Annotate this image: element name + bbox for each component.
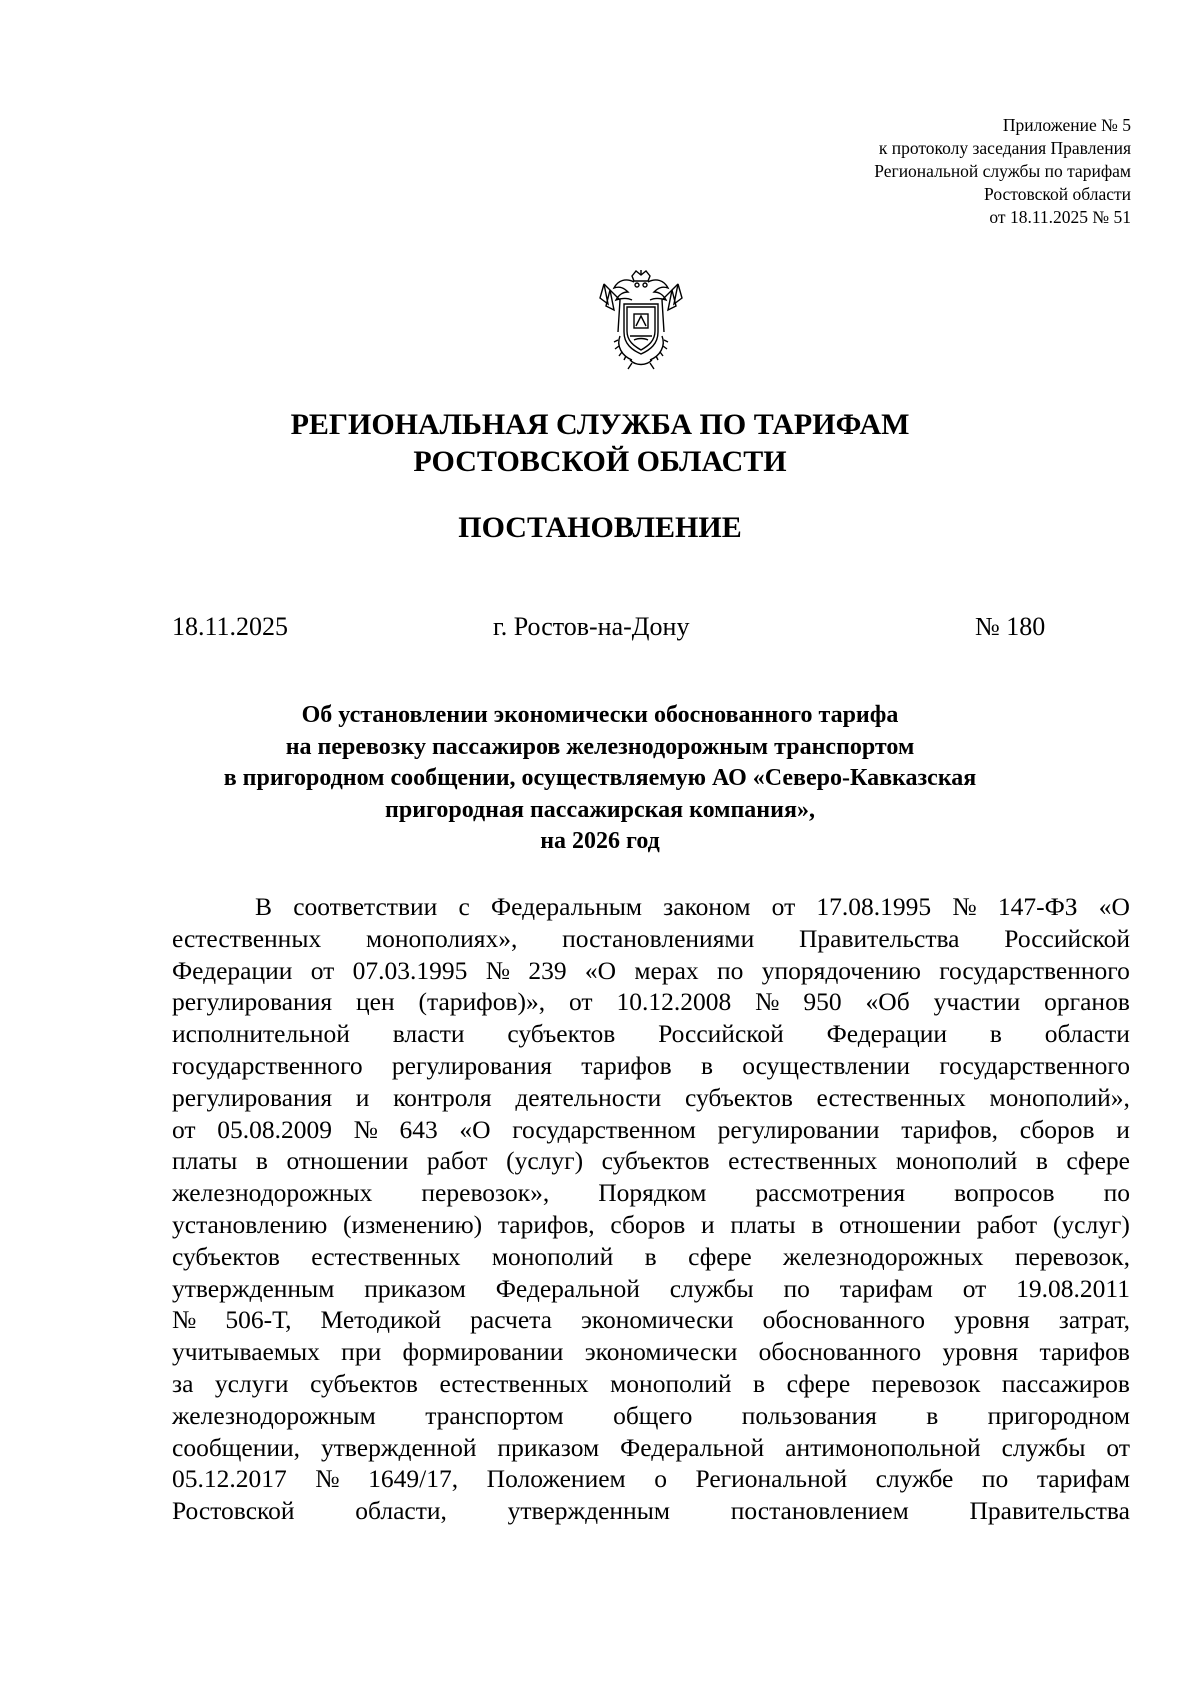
subject-line: в пригородном сообщении, осуществляемую АО «Северо-Кавказская xyxy=(223,765,977,791)
body-word: от xyxy=(1106,1432,1130,1462)
organization-line: РОСТОВСКОЙ ОБЛАСТИ xyxy=(413,445,787,478)
body-word: приказом xyxy=(497,1432,600,1462)
body-word: № xyxy=(172,1305,197,1335)
body-word: рассмотрения xyxy=(755,1178,906,1208)
body-word: государственного xyxy=(939,955,1130,985)
body-word: регулировании xyxy=(717,1114,880,1144)
document-number: № 180 xyxy=(975,612,1046,641)
body-word: отношении xyxy=(286,1146,409,1176)
body-word: № xyxy=(353,1114,378,1144)
body-word: в xyxy=(1035,1146,1048,1176)
body-word: о xyxy=(654,1464,667,1494)
body-word: от xyxy=(172,1114,196,1144)
body-word: антимонопольной xyxy=(785,1432,981,1462)
body-line xyxy=(172,1400,1130,1432)
body-word: области, xyxy=(355,1496,447,1526)
body-word: от xyxy=(569,987,593,1017)
body-word: вопросов xyxy=(954,1178,1055,1208)
body-word: 1649/17, xyxy=(368,1464,459,1494)
body-word: законом xyxy=(663,892,751,921)
body-word: естественных xyxy=(816,1082,966,1112)
body-word: № xyxy=(755,987,780,1017)
body-word: работ xyxy=(426,1146,488,1176)
body-word: 10.12.2008 xyxy=(616,987,732,1017)
body-word: от xyxy=(962,1273,987,1303)
body-word: «О xyxy=(584,955,617,985)
body-word: сборов xyxy=(610,1209,686,1239)
body-word: деятельности xyxy=(515,1082,662,1112)
body-word: тарифам xyxy=(839,1273,933,1303)
body-word: утвержденной xyxy=(321,1432,477,1462)
body-line xyxy=(172,1114,1130,1146)
body-word: (тарифов)», xyxy=(418,987,546,1017)
body-word: субъектов xyxy=(507,1019,616,1049)
body-word: контроля xyxy=(393,1082,492,1112)
body-word: службы xyxy=(1001,1432,1086,1462)
subject-line: на перевозку пассажиров железнодорожным транспортом xyxy=(285,733,915,760)
body-word: формировании xyxy=(402,1337,564,1367)
body-word: железнодорожных xyxy=(172,1178,373,1208)
body-word: пассажиров xyxy=(1001,1368,1130,1398)
body-word: перевозок xyxy=(871,1368,981,1398)
body-word: обоснованного xyxy=(758,1337,922,1367)
body-word: Правительства xyxy=(969,1496,1130,1526)
body-word: В xyxy=(255,892,273,921)
body-word: 17.08.1995 xyxy=(816,892,932,921)
body-word: в xyxy=(753,1368,766,1398)
appendix-line: Ростовской области xyxy=(984,184,1131,204)
appendix-line: Приложение № 5 xyxy=(1002,115,1131,135)
body-word: отношении xyxy=(839,1209,961,1239)
body-word: сфере xyxy=(1066,1146,1130,1176)
body-word: «О xyxy=(459,1114,491,1144)
body-line xyxy=(172,1336,1130,1368)
body-word: транспортом xyxy=(425,1400,564,1430)
body-word: Российской xyxy=(1004,923,1130,953)
body-word: 05.08.2009 xyxy=(217,1114,332,1144)
body-line xyxy=(172,1304,1130,1336)
subject-line: на 2026 год xyxy=(540,828,660,854)
body-word: службе xyxy=(875,1464,954,1494)
body-word: пользования xyxy=(741,1400,877,1430)
document-date: 18.11.2025 xyxy=(172,612,289,641)
body-word: естественных xyxy=(439,1368,589,1398)
body-word: субъектов xyxy=(310,1368,418,1398)
body-word: общего xyxy=(613,1400,693,1430)
body-word: Положением xyxy=(486,1464,626,1494)
body-word: 07.03.1995 xyxy=(352,955,468,985)
body-word: и xyxy=(355,1082,370,1112)
body-word: в xyxy=(811,1209,824,1239)
body-word: от xyxy=(310,955,335,985)
body-word: (услуг) xyxy=(506,1146,584,1176)
body-word: Ростовской xyxy=(172,1496,295,1526)
body-word: приказом xyxy=(364,1273,466,1303)
body-word: Правительства xyxy=(799,923,960,953)
body-word: монополий xyxy=(610,1368,732,1398)
body-word: 147-ФЗ xyxy=(997,892,1078,921)
document-subject xyxy=(0,700,1200,858)
body-word: области xyxy=(1044,1019,1130,1049)
body-paragraph xyxy=(172,891,1130,1527)
body-word: Методикой xyxy=(320,1305,442,1335)
body-word: уровня xyxy=(954,1305,1030,1335)
body-word: регулирования xyxy=(172,1082,333,1112)
body-word: постановлением xyxy=(730,1496,909,1526)
body-word: государственном xyxy=(512,1114,696,1144)
body-word: и xyxy=(1116,1114,1130,1144)
body-word: по xyxy=(716,955,744,985)
subject-line: Об установлении экономически обоснованного тарифа xyxy=(301,702,899,728)
body-word: учитываемых xyxy=(172,1337,320,1367)
appendix-line: к протоколу заседания Правления xyxy=(878,138,1131,158)
body-word: перевозок», xyxy=(421,1178,550,1208)
body-word: в xyxy=(644,1241,657,1271)
body-word: исполнительной xyxy=(172,1019,350,1049)
body-word: тарифов, xyxy=(497,1209,595,1239)
body-word: органов xyxy=(1044,987,1130,1017)
body-word: постановлениями xyxy=(562,923,755,953)
body-word: (услуг) xyxy=(1052,1209,1130,1239)
body-word: при xyxy=(341,1337,382,1367)
body-line xyxy=(172,1018,1130,1050)
body-word: утвержденным xyxy=(172,1273,335,1303)
body-word: по xyxy=(1103,1178,1130,1208)
body-word: затрат, xyxy=(1058,1305,1130,1335)
body-word: № xyxy=(952,892,977,921)
body-word: в xyxy=(926,1400,939,1430)
body-line xyxy=(172,986,1130,1018)
body-word: и xyxy=(700,1209,715,1239)
body-word: платы xyxy=(730,1209,796,1239)
body-word: установлению xyxy=(172,1209,328,1239)
body-word: естественных xyxy=(311,1241,461,1271)
body-word: тарифов xyxy=(1039,1337,1130,1367)
body-word: тарифам xyxy=(1036,1464,1130,1494)
body-word: сборов xyxy=(1019,1114,1095,1144)
body-word: услуги xyxy=(214,1368,289,1398)
body-word: Федеральной xyxy=(620,1432,765,1462)
body-word: уровня xyxy=(942,1337,1019,1367)
body-line xyxy=(172,1177,1130,1209)
body-line xyxy=(172,1432,1130,1464)
body-word: в xyxy=(700,1050,713,1080)
organization-name xyxy=(0,406,1200,480)
body-word: Федеральным xyxy=(491,892,642,921)
body-word: участии xyxy=(933,987,1021,1017)
document-type-title: ПОСТАНОВЛЕНИЕ xyxy=(458,511,742,544)
body-word: № xyxy=(315,1464,340,1494)
body-line xyxy=(172,1209,1130,1241)
body-word: сфере xyxy=(688,1241,752,1271)
body-word: монополий xyxy=(895,1146,1018,1176)
body-word: монополиях», xyxy=(366,923,518,953)
body-line xyxy=(172,891,1130,923)
body-word: монополий», xyxy=(989,1082,1130,1112)
body-line xyxy=(172,1050,1130,1082)
body-word: 950 xyxy=(803,987,842,1017)
body-word: «О xyxy=(1098,892,1130,921)
body-line xyxy=(172,955,1130,987)
body-word: сфере xyxy=(786,1368,851,1398)
body-word: мерах xyxy=(634,955,699,985)
body-word: субъектов xyxy=(684,1082,793,1112)
appendix-line: от 18.11.2025 № 51 xyxy=(989,207,1131,227)
body-word: Порядком xyxy=(598,1178,707,1208)
subject-line: пригородная пассажирская компания», xyxy=(385,796,815,823)
body-line xyxy=(172,1145,1130,1177)
body-word: 05.12.2017 xyxy=(172,1464,287,1494)
body-word: «Об xyxy=(865,987,910,1017)
body-word: в xyxy=(989,1019,1002,1049)
body-word: естественных xyxy=(728,1146,878,1176)
body-word: в xyxy=(255,1146,268,1176)
body-word: соответствии xyxy=(293,892,438,921)
appendix-line: Региональной службы по тарифам xyxy=(874,161,1131,181)
body-word: № xyxy=(485,955,511,985)
body-word: государственного xyxy=(172,1050,363,1080)
document-city: г. Ростов-на-Дону xyxy=(493,612,690,641)
body-word: осуществлении xyxy=(742,1050,911,1080)
body-line xyxy=(172,1368,1130,1400)
body-word: работ xyxy=(976,1209,1038,1239)
body-word: 239 xyxy=(528,955,567,985)
body-word: Российской xyxy=(658,1019,784,1049)
body-word: 19.08.2011 xyxy=(1016,1273,1130,1303)
body-word: Федерации xyxy=(172,955,293,985)
body-word: экономически xyxy=(580,1305,734,1335)
body-word: по xyxy=(783,1273,810,1303)
appendix-block xyxy=(874,114,1131,229)
body-line xyxy=(172,1241,1130,1273)
body-word: Федеральной xyxy=(495,1273,640,1303)
body-line xyxy=(172,1273,1130,1305)
body-word: сообщении, xyxy=(172,1432,301,1462)
body-line xyxy=(172,1495,1130,1527)
body-word: цен xyxy=(355,987,395,1017)
body-word: службы xyxy=(669,1273,754,1303)
body-word: (изменению) xyxy=(343,1209,483,1239)
body-line xyxy=(172,1082,1130,1114)
body-word: платы xyxy=(172,1146,238,1176)
body-word: Федерации xyxy=(826,1019,948,1049)
body-word: государственного xyxy=(939,1050,1130,1080)
body-word: утвержденным xyxy=(507,1496,670,1526)
body-word: по xyxy=(981,1464,1009,1494)
body-line xyxy=(172,1463,1130,1495)
organization-line: РЕГИОНАЛЬНАЯ СЛУЖБА ПО ТАРИФАМ xyxy=(290,408,910,441)
body-word: железнодорожным xyxy=(172,1400,376,1430)
body-word: Региональной xyxy=(695,1464,848,1494)
body-word: экономически xyxy=(584,1337,738,1367)
body-word: тарифов xyxy=(581,1050,672,1080)
body-word: от xyxy=(771,892,796,921)
body-word: за xyxy=(172,1368,194,1398)
body-word: расчета xyxy=(470,1305,552,1335)
body-word: регулирования xyxy=(172,987,333,1017)
body-word: монополий xyxy=(491,1241,614,1271)
body-word: с xyxy=(458,892,470,921)
body-word: регулирования xyxy=(391,1050,552,1080)
body-word: 643 xyxy=(399,1114,438,1144)
rostov-oblast-coat-of-arms-icon xyxy=(596,270,686,370)
body-word: упорядочению xyxy=(761,955,921,985)
body-line xyxy=(172,923,1130,955)
body-word: тарифов, xyxy=(901,1114,999,1144)
body-word: железнодорожных xyxy=(783,1241,984,1271)
body-word: власти xyxy=(392,1019,465,1049)
body-word: обоснованного xyxy=(762,1305,926,1335)
body-word: субъектов xyxy=(172,1241,280,1271)
body-word: пригородном xyxy=(987,1400,1130,1430)
body-word: естественных xyxy=(172,923,322,953)
body-word: субъектов xyxy=(601,1146,710,1176)
body-word: 506-Т, xyxy=(225,1305,292,1335)
body-word: перевозок, xyxy=(1014,1241,1130,1271)
